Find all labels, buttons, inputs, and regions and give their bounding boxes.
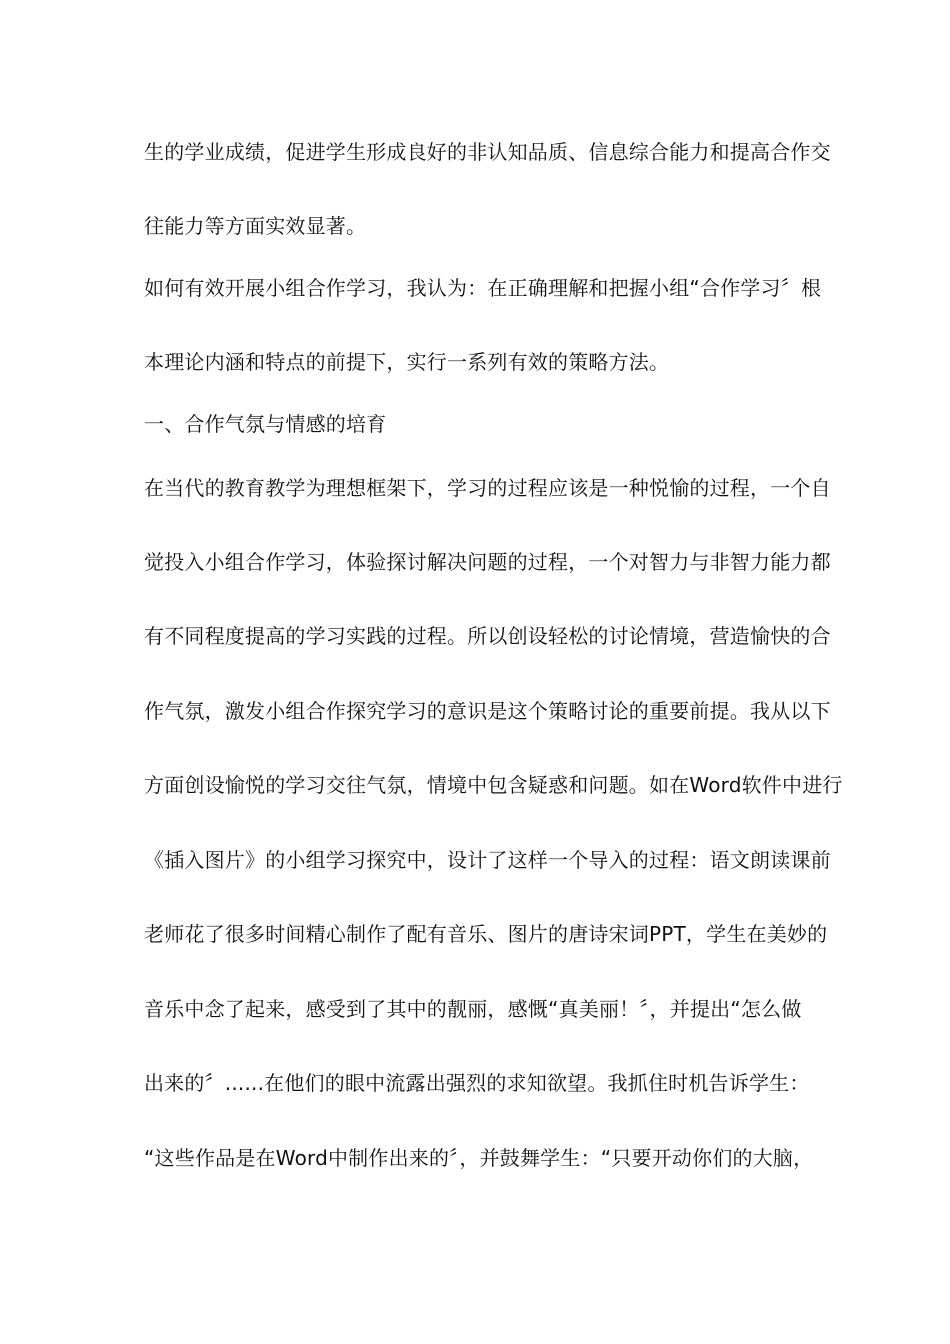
paragraph-line-6: 在当代的教育教学为理想框架下，学习的过程应该是一种悦愉的过程，一个自 [144,476,831,500]
paragraph-line-10: 方面创设愉悦的学习交往气氛，情境中包含疑惑和问题。如在Word软件中进行 [144,773,843,797]
paragraph-line-1: 生的学业成绩，促进学生形成良好的非认知品质、信息综合能力和提高合作交 [144,140,831,164]
paragraph-line-3: 如何有效开展小组合作学习，我认为：在正确理解和把握小组“合作学习〞根 [144,276,822,300]
paragraph-line-8: 有不同程度提高的学习实践的过程。所以创设轻松的讨论情境，营造愉快的合 [144,624,831,648]
paragraph-line-9: 作气氛，激发小组合作探究学习的意识是这个策略讨论的重要前提。我从以下 [144,699,831,723]
paragraph-line-7: 觉投入小组合作学习，体验探讨解决问题的过程，一个对智力与非智力能力都 [144,550,831,574]
section-heading: 一、合作气氛与情感的培育 [144,412,387,436]
paragraph-line-14: 出来的〞......在他们的眼中流露出强烈的求知欲望。我抓住时机告诉学生： [144,1071,810,1095]
paragraph-line-15: “这些作品是在Word中制作出来的〞，并鼓舞学生：“只要开动你们的大脑， [144,1146,814,1170]
paragraph-line-4: 本理论内涵和特点的前提下，实行一系列有效的策略方法。 [144,350,670,374]
paragraph-line-2: 往能力等方面实效显著。 [144,214,367,238]
paragraph-line-13: 音乐中念了起来，感受到了其中的靓丽，感慨“真美丽！〞，并提出“怎么做 [144,997,802,1021]
paragraph-line-11: 《插入图片》的小组学习探究中，设计了这样一个导入的过程：语文朗读课前 [144,848,831,872]
paragraph-line-12: 老师花了很多时间精心制作了配有音乐、图片的唐诗宋词PPT，学生在美妙的 [144,922,828,946]
